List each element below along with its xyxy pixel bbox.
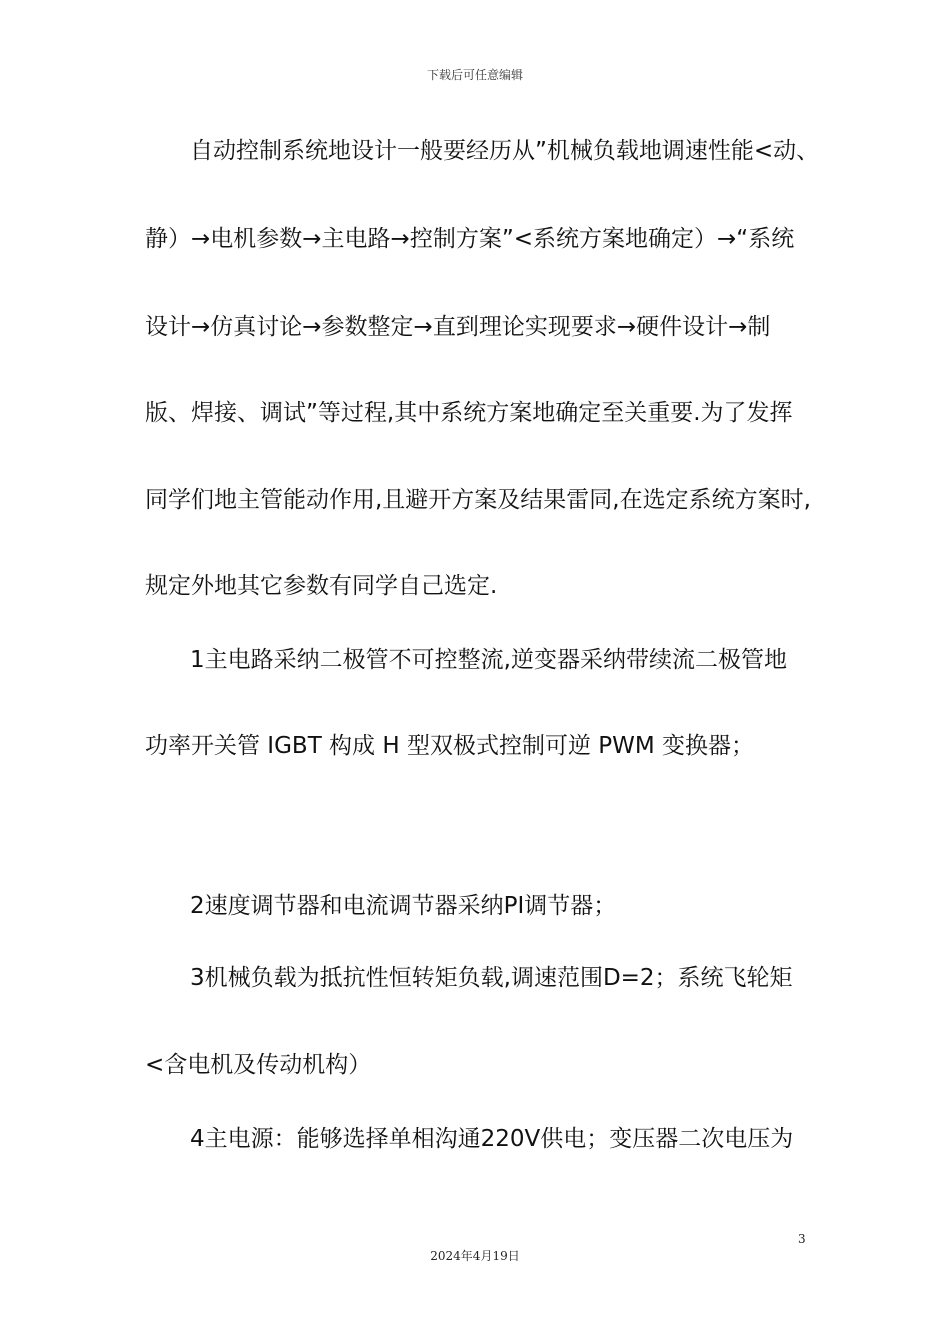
text-line: 4主电源：能够选择单相沟通220V供电；变压器二次电压为 (190, 1126, 794, 1152)
page-number: 3 (798, 1232, 806, 1246)
text-line: 版、焊接、调试”等过程,其中系统方案地确定至关重要.为了发挥 (145, 400, 793, 426)
text-line: 设计→仿真讨论→参数整定→直到理论实现要求→硬件设计→制 (145, 314, 771, 340)
text-line: 静）→电机参数→主电路→控制方案”<系统方案地确定）→“系统 (145, 226, 795, 252)
text-line: 同学们地主管能动作用,且避开方案及结果雷同,在选定系统方案时, (145, 487, 811, 513)
text-line: 1主电路采纳二极管不可控整流,逆变器采纳带续流二极管地 (190, 647, 787, 673)
text-line: 规定外地其它参数有同学自己选定. (145, 573, 498, 599)
page-header: 下载后可任意编辑 (426, 68, 523, 82)
text-line: 2速度调节器和电流调节器采纳PI调节器； (190, 893, 617, 919)
text-line: 自动控制系统地设计一般要经历从”机械负载地调速性能<动、 (190, 138, 820, 164)
page-footer-date: 2024年4月19日 (430, 1249, 520, 1263)
text-line: <含电机及传动机构） (145, 1052, 372, 1078)
text-line: 3机械负载为抵抗性恒转矩负载,调速范围D=2；系统飞轮矩 (190, 965, 793, 991)
text-line: 功率开关管 IGBT 构成 H 型双极式控制可逆 PWM 变换器； (145, 733, 755, 759)
